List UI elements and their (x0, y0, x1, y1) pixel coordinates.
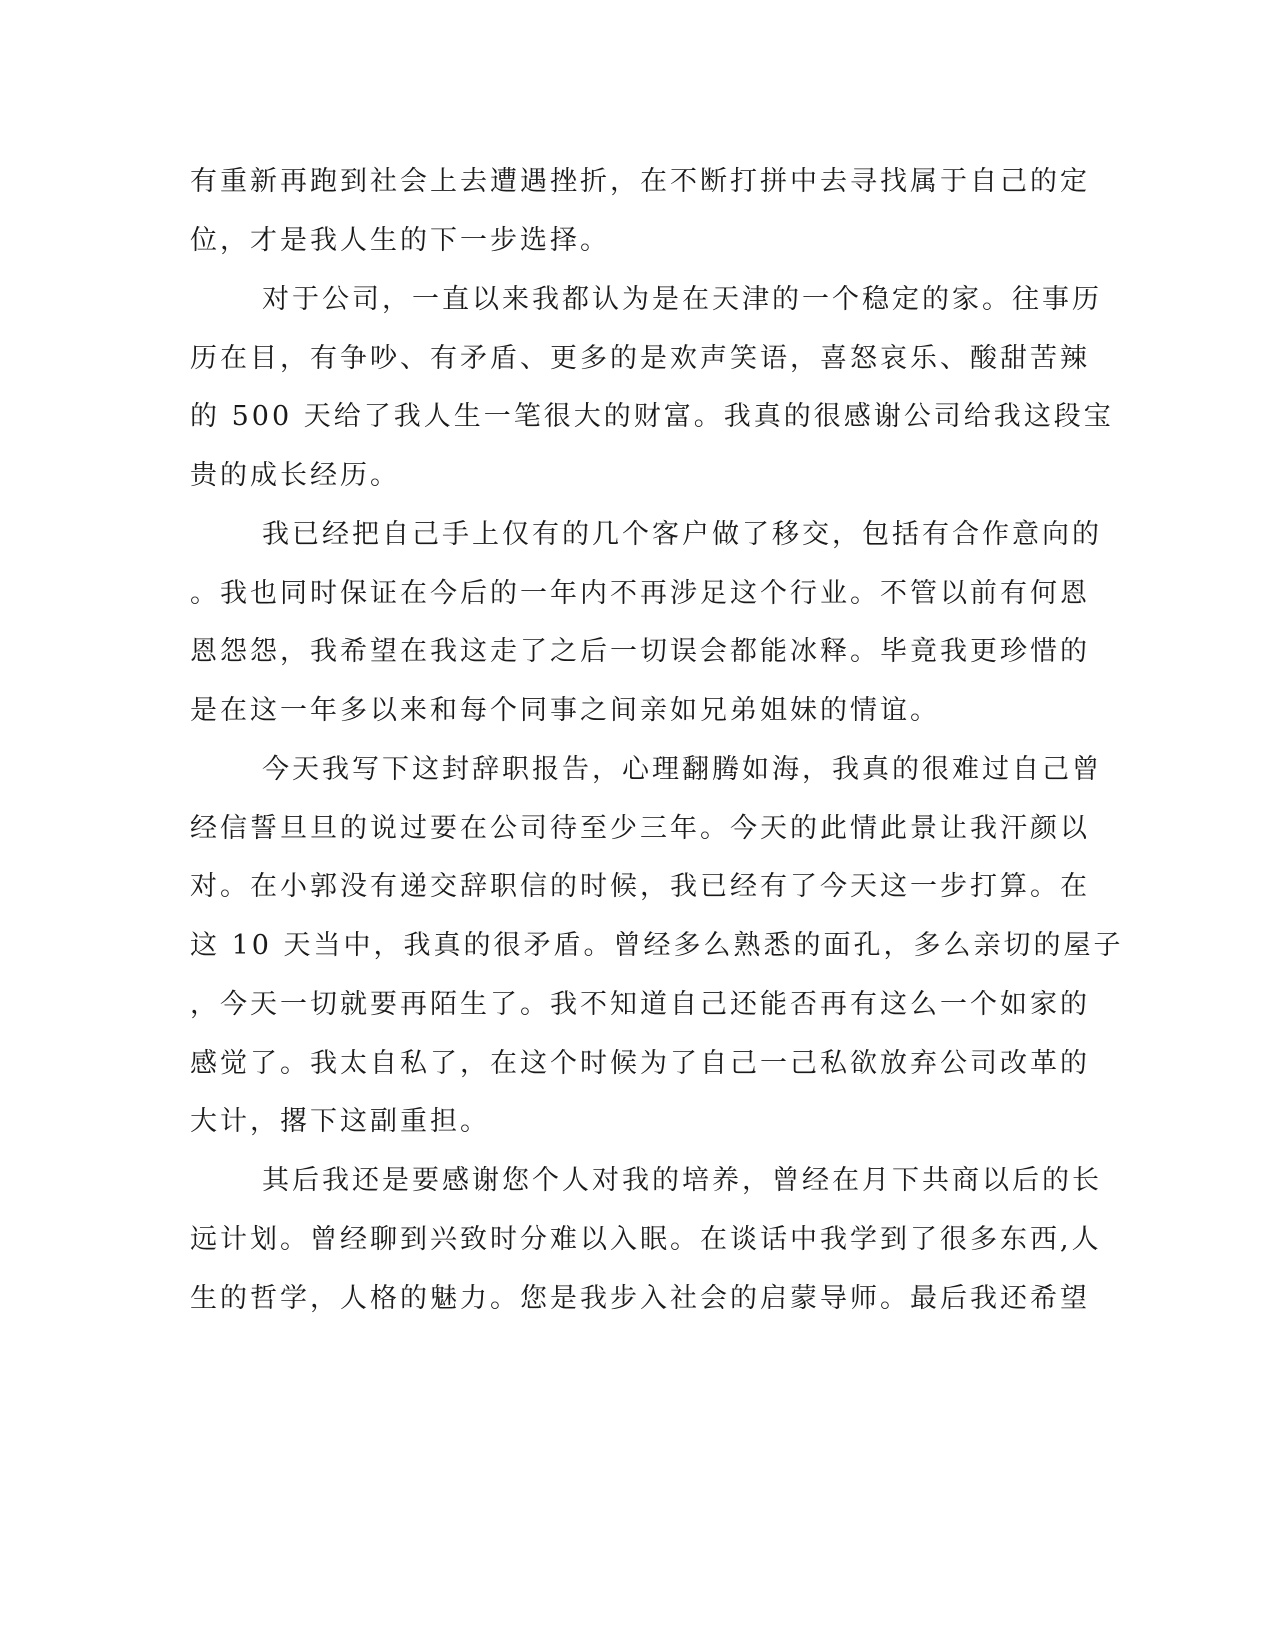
text-line: 大计，撂下这副重担。 (190, 1106, 490, 1137)
text-line: 有重新再跑到社会上去遭遇挫折，在不断打拼中去寻找属于自己的定 (190, 166, 1090, 197)
paragraph-first-line: 今天我写下这封辞职报告，心理翻腾如海，我真的很难过自己曾 (262, 754, 1102, 785)
text-line: 感觉了。我太自私了，在这个时候为了自己一己私欲放弃公司改革的 (190, 1048, 1090, 1079)
text-line: 是在这一年多以来和每个同事之间亲如兄弟姐妹的情谊。 (190, 695, 940, 726)
text-line: 这 10 天当中，我真的很矛盾。曾经多么熟悉的面孔，多么亲切的屋子 (190, 930, 1124, 961)
text-line: 远计划。曾经聊到兴致时分难以入眠。在谈话中我学到了很多东西,人 (190, 1224, 1102, 1255)
text-line: 的 500 天给了我人生一笔很大的财富。我真的很感谢公司给我这段宝 (190, 401, 1114, 432)
paragraph-first-line: 对于公司，一直以来我都认为是在天津的一个稳定的家。往事历 (262, 284, 1102, 315)
text-line: 对。在小郭没有递交辞职信的时候，我已经有了今天这一步打算。在 (190, 871, 1090, 902)
text-line: 。我也同时保证在今后的一年内不再涉足这个行业。不管以前有何恩 (190, 578, 1090, 609)
text-line: 恩怨怨，我希望在我这走了之后一切误会都能冰释。毕竟我更珍惜的 (190, 636, 1090, 667)
text-line: ，今天一切就要再陌生了。我不知道自己还能否再有这么一个如家的 (190, 989, 1090, 1020)
paragraph-first-line: 其后我还是要感谢您个人对我的培养，曾经在月下共商以后的长 (262, 1165, 1102, 1196)
text-line: 位，才是我人生的下一步选择。 (190, 225, 610, 256)
text-line: 贵的成长经历。 (190, 460, 400, 491)
paragraph-first-line: 我已经把自己手上仅有的几个客户做了移交，包括有合作意向的 (262, 519, 1102, 550)
text-line: 历在目，有争吵、有矛盾、更多的是欢声笑语，喜怒哀乐、酸甜苦辣 (190, 343, 1090, 374)
text-line: 经信誓旦旦的说过要在公司待至少三年。今天的此情此景让我汗颜以 (190, 813, 1090, 844)
text-line: 生的哲学，人格的魅力。您是我步入社会的启蒙导师。最后我还希望 (190, 1283, 1090, 1314)
